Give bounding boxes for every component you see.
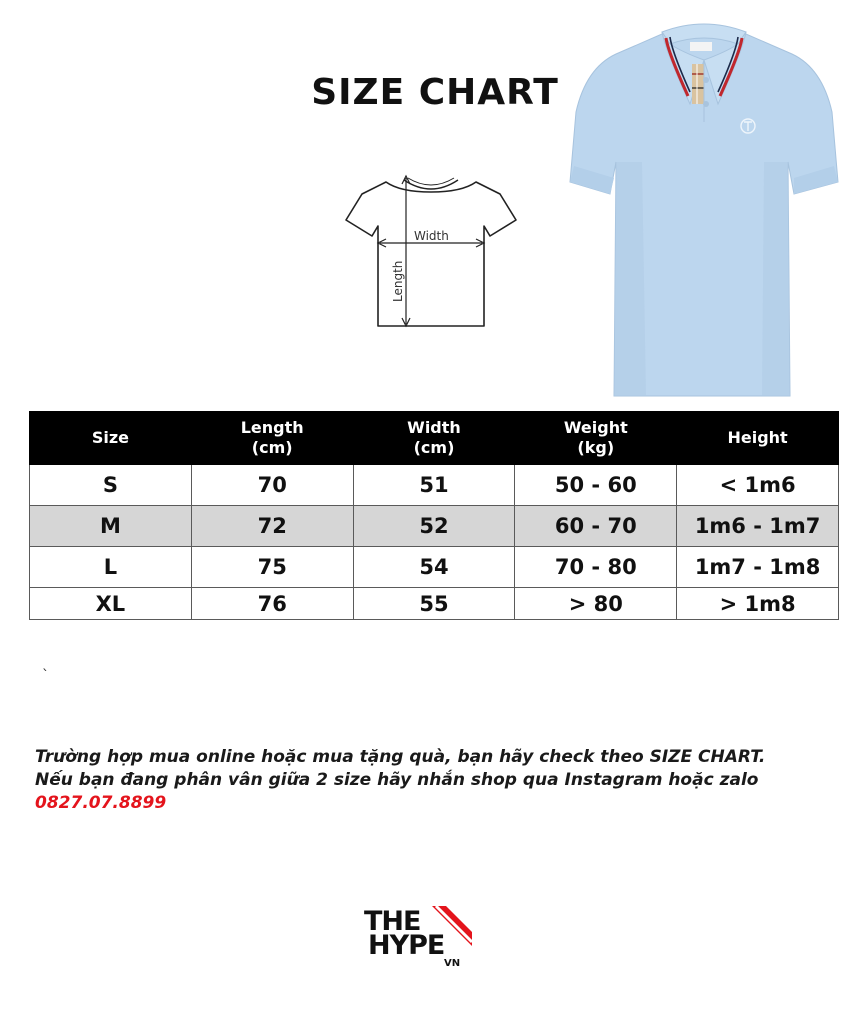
page-title: SIZE CHART (311, 72, 559, 113)
table-row (30, 465, 839, 506)
header-height: Height (677, 412, 839, 465)
cell-length: 72 (191, 506, 353, 547)
width-label: Width (414, 229, 449, 243)
the-hype-vn-logo (362, 902, 474, 972)
logo-vn: VN (444, 958, 461, 969)
size-table (29, 411, 839, 620)
cell-height: < 1m6 (677, 465, 839, 506)
cell-weight: > 80 (515, 588, 677, 620)
cell-height: > 1m8 (677, 588, 839, 620)
polo-shirt-photo (566, 12, 844, 398)
header-width: Width (cm) (353, 412, 515, 465)
cell-weight: 60 - 70 (515, 506, 677, 547)
logo-the: THE (364, 906, 421, 937)
cell-length: 75 (191, 547, 353, 588)
cell-width: 54 (353, 547, 515, 588)
cell-length: 76 (191, 588, 353, 620)
table-row (30, 506, 839, 547)
cell-width: 55 (353, 588, 515, 620)
cell-height: 1m6 - 1m7 (677, 506, 839, 547)
cell-weight: 70 - 80 (515, 547, 677, 588)
purchase-note (35, 746, 835, 815)
cell-size: M (30, 506, 192, 547)
tshirt-outline (346, 182, 516, 326)
table-header-row (30, 412, 839, 465)
header-length: Length (cm) (191, 412, 353, 465)
note-line-1: Trường hợp mua online hoặc mua tặng quà, bạn hãy check theo SIZE CHART. (35, 747, 766, 767)
phone-number: 0827.07.8899 (35, 793, 167, 813)
header-weight: Weight (kg) (515, 412, 677, 465)
cell-size: L (30, 547, 192, 588)
cell-length: 70 (191, 465, 353, 506)
table-row (30, 547, 839, 588)
cell-size: S (30, 465, 192, 506)
header-size: Size (30, 412, 192, 465)
logo-hype: HYPE (368, 930, 445, 961)
length-label: Length (391, 260, 405, 302)
cell-weight: 50 - 60 (515, 465, 677, 506)
tshirt-measurement-diagram (342, 168, 520, 334)
cell-size: XL (30, 588, 192, 620)
cell-width: 51 (353, 465, 515, 506)
table-row (30, 588, 839, 620)
stray-mark: ` (42, 668, 49, 684)
cell-width: 52 (353, 506, 515, 547)
note-line-2: Nếu bạn đang phân vân giữa 2 size hãy nhắn shop qua Instagram hoặc zalo (35, 770, 759, 790)
cell-height: 1m7 - 1m8 (677, 547, 839, 588)
